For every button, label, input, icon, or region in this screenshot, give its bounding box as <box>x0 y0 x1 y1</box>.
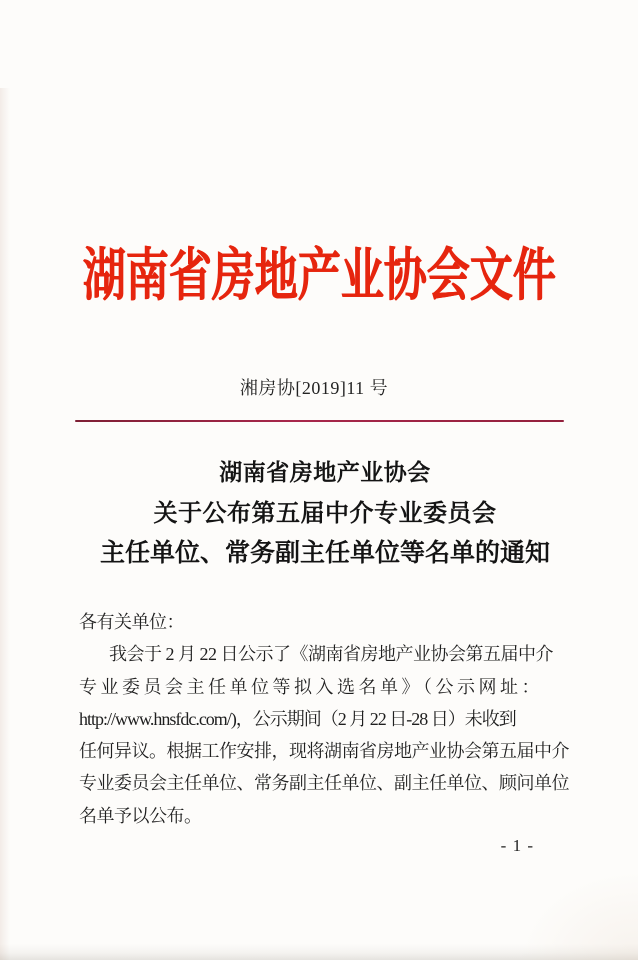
body-text <box>79 606 581 832</box>
red-divider-line <box>75 420 564 422</box>
scan-shadow-bottom-edge <box>0 944 638 960</box>
salutation-line: 各有关单位： <box>79 612 184 632</box>
paragraph-line: 任何异议。根据工作安排，现将湖南省房地产业协会第五届中介 <box>79 741 569 762</box>
notice-title <box>0 451 638 573</box>
notice-title-line-2: 关于公布第五届中介专业委员会 <box>153 501 497 527</box>
paragraph-line: http://www.hnsfdc.com/)，公示期间（2 月 22 日-28 日）未收到 <box>79 708 516 729</box>
paragraph-line: 我会于 2 月 22 日公示了《湖南省房地产业协会第五届中介 <box>109 644 553 665</box>
paragraph-line: 专业委员会主任单位等拟入选名单》（公示网址： <box>79 676 543 697</box>
paragraph-line: 专业委员会主任单位、常务副主任单位、副主任单位、顾问单位 <box>79 773 569 794</box>
doc-number: 湘房协[2019]11 号 <box>239 378 389 398</box>
notice-title-line-1: 湖南省房地产业协会 <box>219 460 431 485</box>
org-banner-title: 湖南省房地产业协会文件 <box>82 245 556 308</box>
notice-title-line-3: 主任单位、常务副主任单位等名单的通知 <box>99 540 550 567</box>
paragraph-line: 名单予以公布。 <box>79 805 202 826</box>
scan-tint-bottom-right <box>518 870 638 960</box>
page-number: - 1 - <box>500 836 534 855</box>
